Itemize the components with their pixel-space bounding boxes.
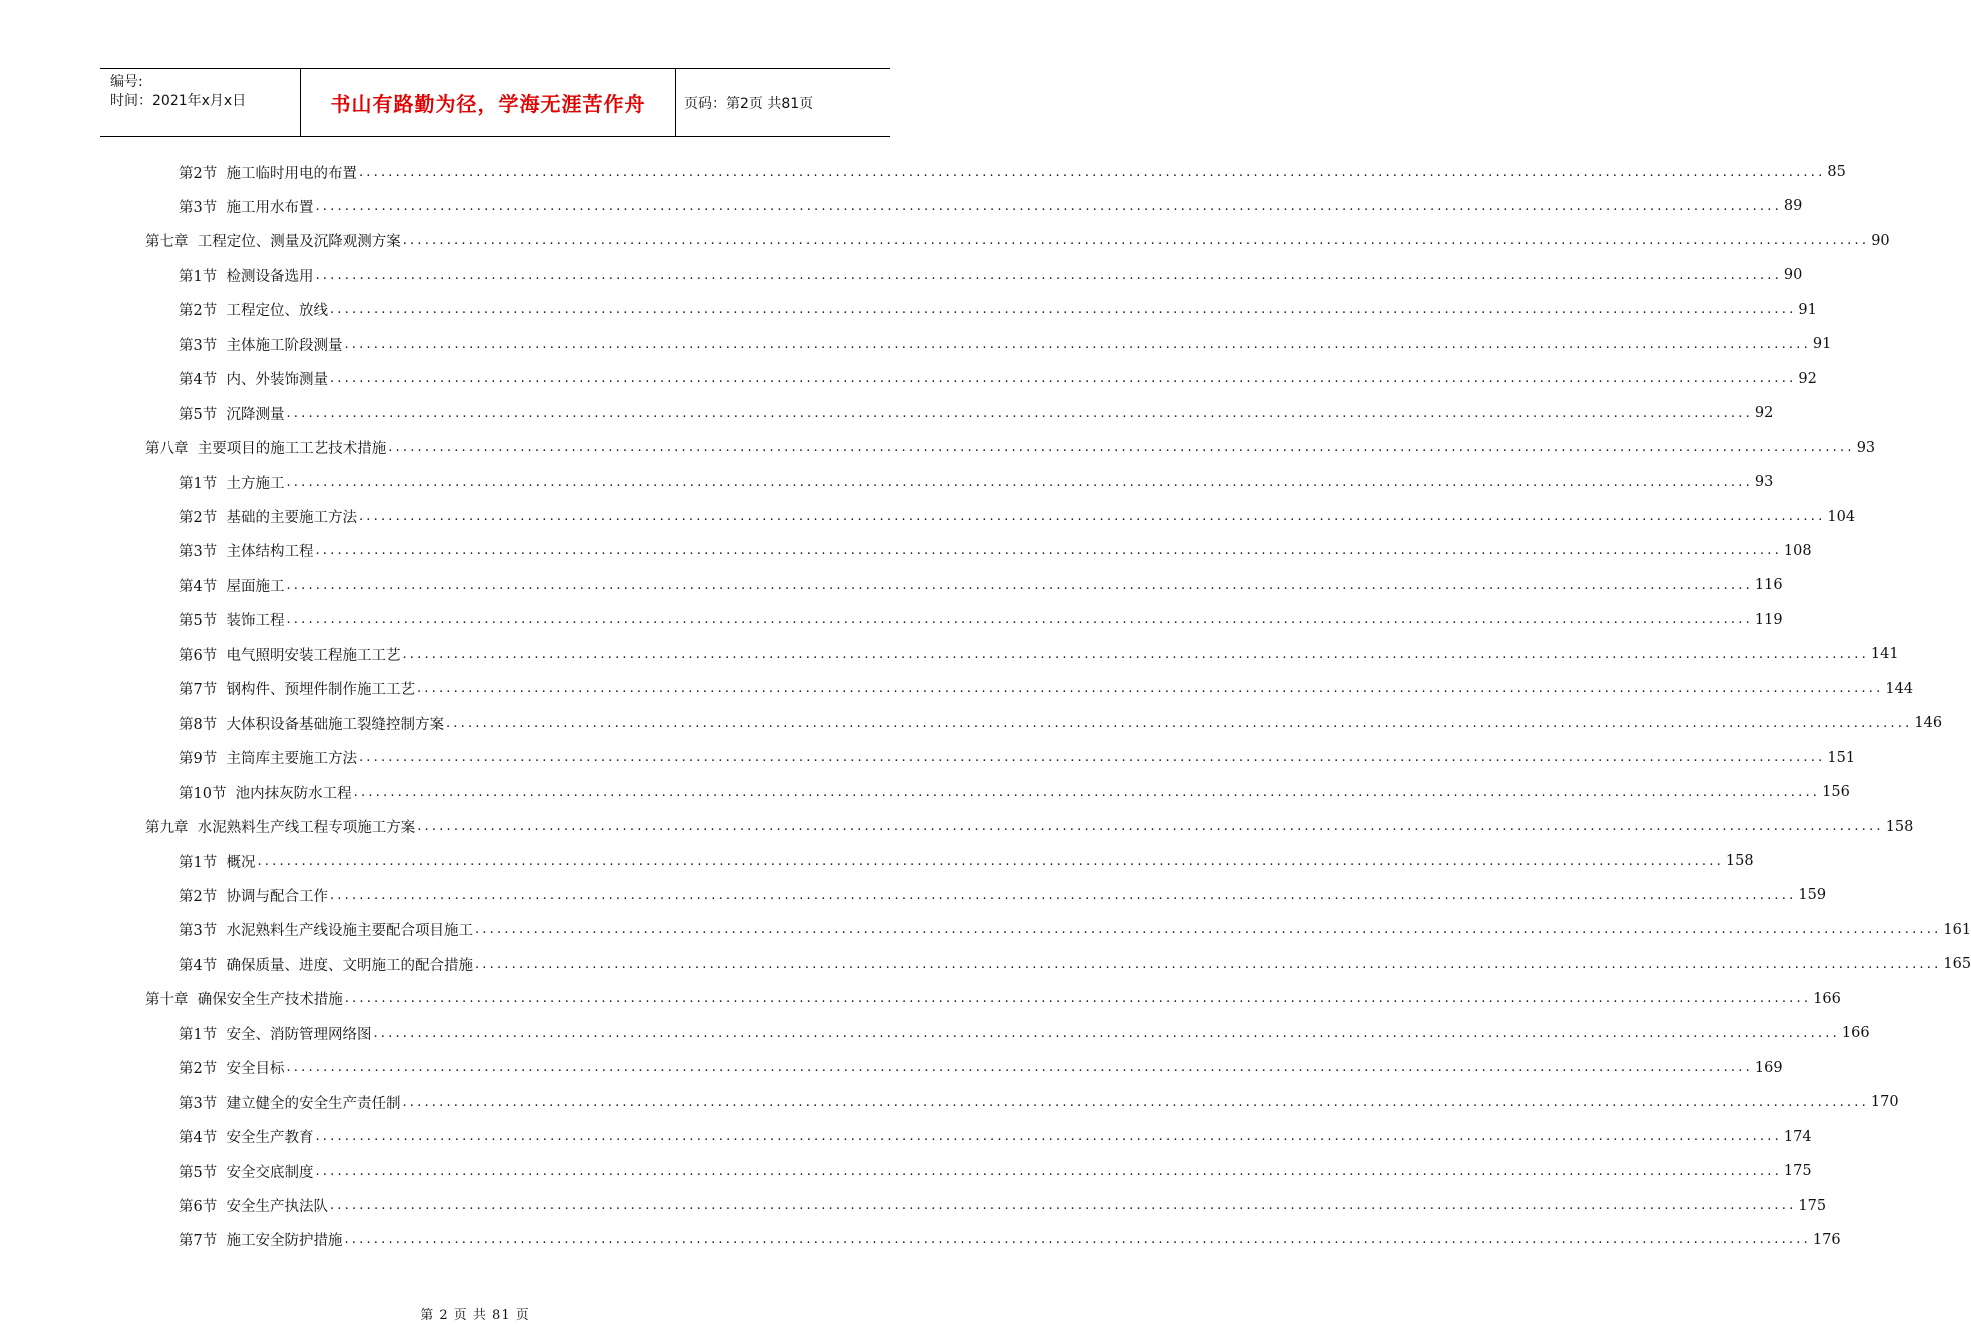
- toc-section-entry[interactable]: [179, 1016, 1870, 1050]
- toc-section-entry[interactable]: [179, 258, 1803, 292]
- header-motto: 书山有路勤为径，学海无涯苦作舟: [301, 69, 676, 136]
- toc-entry-page: 85: [1827, 164, 1846, 180]
- toc-leader-dots: ........................................................................................................................................................................................................: [353, 784, 1821, 800]
- header-page-number: 页码：第2页 共81页: [684, 95, 814, 112]
- toc-chapter-entry[interactable]: [145, 982, 1841, 1016]
- header-info: [100, 69, 301, 136]
- toc-entry-title: 第2节 工程定位、放线: [179, 303, 328, 320]
- toc-entry-page: 104: [1827, 508, 1856, 525]
- toc-entry-page: 93: [1754, 474, 1774, 491]
- toc-entry-title: 第1节 概况: [179, 854, 256, 871]
- toc-entry-page: 166: [1841, 1025, 1870, 1042]
- toc-leader-dots: ........................................................................................................................................................................................................: [344, 991, 1812, 1007]
- toc-section-entry[interactable]: [179, 465, 1774, 499]
- toc-section-entry[interactable]: [179, 1189, 1827, 1223]
- toc-chapter-entry[interactable]: [145, 431, 1876, 465]
- toc-section-entry[interactable]: [179, 913, 1971, 947]
- toc-section-entry[interactable]: [179, 362, 1817, 396]
- toc-entry-title: 第5节 沉降测量: [179, 406, 285, 423]
- toc-entry-page: 141: [1870, 646, 1899, 663]
- toc-entry-page: 108: [1783, 542, 1812, 559]
- toc-entry-title: 第1节 土方施工: [179, 475, 285, 492]
- toc-section-entry[interactable]: [179, 396, 1774, 430]
- toc-entry-page: 156: [1822, 784, 1850, 801]
- toc-section-entry[interactable]: [179, 844, 1754, 878]
- toc-section-entry[interactable]: [179, 1085, 1899, 1119]
- toc-entry-title: 第5节 安全交底制度: [179, 1164, 314, 1181]
- toc-leader-dots: ........................................................................................................................................................................................................: [344, 1232, 1811, 1248]
- toc-entry-page: 169: [1754, 1059, 1783, 1076]
- toc-entry-page: 158: [1725, 853, 1754, 869]
- toc-entry-title: 第3节 主体结构工程: [179, 544, 314, 561]
- toc-section-entry[interactable]: [179, 1120, 1812, 1154]
- toc-entry-title: 第4节 屋面施工: [179, 578, 285, 595]
- toc-entry-page: 175: [1798, 1197, 1827, 1214]
- toc-entry-title: 第八章 主要项目的施工工艺技术措施: [145, 441, 387, 458]
- toc-entry-page: 166: [1813, 990, 1841, 1007]
- toc-entry-title: 第1节 检测设备选用: [179, 268, 314, 285]
- document-time: 时间：2021年x月x日: [110, 93, 247, 109]
- toc-entry-title: 第七章 工程定位、测量及沉降观测方案: [145, 234, 401, 251]
- toc-entry-title: 第2节 基础的主要施工方法: [179, 510, 357, 526]
- toc-entry-page: 89: [1783, 198, 1803, 215]
- toc-section-entry[interactable]: [179, 189, 1803, 223]
- toc-entry-title: 第7节 钢构件、预埋件制作施工工艺: [179, 682, 415, 699]
- toc-chapter-entry[interactable]: [145, 810, 1914, 844]
- page-header: [100, 68, 890, 137]
- toc-leader-dots: ........................................................................................................................................................................................................: [315, 198, 1782, 214]
- toc-leader-dots: ........................................................................................................................................................................................................: [286, 577, 1753, 593]
- toc-section-entry[interactable]: [179, 775, 1850, 809]
- toc-leader-dots: ........................................................................................................................................................................................................: [286, 474, 1753, 490]
- toc-entry-page: 91: [1798, 301, 1817, 318]
- page-footer: 第 2 页 共 81 页: [420, 1308, 530, 1323]
- toc-entry-page: 158: [1885, 818, 1914, 835]
- toc-leader-dots: ........................................................................................................................................................................................................: [445, 715, 1913, 731]
- toc-leader-dots: ........................................................................................................................................................................................................: [286, 1060, 1753, 1076]
- toc-entry-title: 第3节 水泥熟料生产线设施主要配合项目施工: [179, 923, 473, 940]
- toc-chapter-entry[interactable]: [145, 224, 1890, 258]
- toc-entry-page: 151: [1827, 749, 1856, 766]
- toc-entry-page: 175: [1783, 1163, 1812, 1180]
- toc-section-entry[interactable]: [179, 155, 1846, 189]
- toc-entry-title: 第4节 安全生产教育: [179, 1130, 314, 1147]
- toc-entry-title: 第2节 施工临时用电的布置: [179, 165, 357, 182]
- toc-leader-dots: ........................................................................................................................................................................................................: [358, 164, 1826, 180]
- toc-section-entry[interactable]: [179, 603, 1783, 637]
- toc-entry-title: 第1节 安全、消防管理网络图: [179, 1026, 372, 1043]
- toc-leader-dots: ........................................................................................................................................................................................................: [358, 750, 1826, 766]
- toc-entry-page: 146: [1914, 715, 1943, 732]
- toc-leader-dots: ........................................................................................................................................................................................................: [416, 681, 1884, 697]
- toc-entry-title: 第4节 内、外装饰测量: [179, 372, 328, 389]
- toc-entry-title: 第8节 大体积设备基础施工裂缝控制方案: [179, 716, 444, 733]
- toc-leader-dots: ........................................................................................................................................................................................................: [315, 1163, 1782, 1179]
- toc-section-entry[interactable]: [179, 293, 1817, 327]
- toc-leader-dots: ........................................................................................................................................................................................................: [402, 646, 1869, 662]
- toc-section-entry[interactable]: [179, 500, 1856, 534]
- toc-entry-page: 170: [1870, 1094, 1899, 1111]
- toc-section-entry[interactable]: [179, 1154, 1812, 1188]
- toc-entry-title: 第3节 主体施工阶段测量: [179, 337, 343, 354]
- toc-entry-page: 90: [1783, 267, 1803, 284]
- toc-leader-dots: ........................................................................................................................................................................................................: [257, 853, 1724, 869]
- toc-entry-page: 92: [1754, 405, 1774, 422]
- toc-section-entry[interactable]: [179, 672, 1914, 706]
- toc-section-entry[interactable]: [179, 878, 1827, 912]
- toc-section-entry[interactable]: [179, 327, 1832, 361]
- toc-entry-page: 93: [1856, 439, 1876, 456]
- toc-leader-dots: ........................................................................................................................................................................................................: [329, 302, 1797, 318]
- toc-entry-page: 159: [1798, 887, 1827, 904]
- toc-section-entry[interactable]: [179, 534, 1812, 568]
- toc-entry-page: 176: [1812, 1231, 1841, 1248]
- toc-section-entry[interactable]: [179, 947, 1971, 981]
- toc-section-entry[interactable]: [179, 706, 1943, 740]
- toc-entry-page: 165: [1943, 956, 1971, 973]
- toc-section-entry[interactable]: [179, 1051, 1783, 1085]
- toc-leader-dots: ........................................................................................................................................................................................................: [286, 405, 1753, 421]
- toc-entry-title: 第6节 电气照明安装工程施工工艺: [179, 647, 401, 664]
- toc-leader-dots: ........................................................................................................................................................................................................: [315, 1129, 1782, 1145]
- toc-entry-title: 第7节 施工安全防护措施: [179, 1233, 343, 1250]
- toc-leader-dots: ........................................................................................................................................................................................................: [402, 233, 1870, 249]
- toc-entry-page: 144: [1885, 680, 1914, 697]
- toc-leader-dots: ........................................................................................................................................................................................................: [344, 336, 1811, 352]
- toc-entry-page: 90: [1871, 232, 1890, 249]
- toc-section-entry[interactable]: [179, 568, 1783, 602]
- toc-section-entry[interactable]: [179, 741, 1856, 775]
- toc-entry-title: 第九章 水泥熟料生产线工程专项施工方案: [145, 820, 416, 837]
- toc-entry-page: 116: [1754, 577, 1783, 594]
- toc-leader-dots: ........................................................................................................................................................................................................: [315, 267, 1782, 283]
- toc-entry-page: 161: [1943, 921, 1971, 938]
- toc-leader-dots: ........................................................................................................................................................................................................: [402, 1094, 1869, 1110]
- toc-entry-title: 第3节 建立健全的安全生产责任制: [179, 1095, 401, 1112]
- toc-leader-dots: ........................................................................................................................................................................................................: [329, 887, 1797, 903]
- toc-entry-page: 91: [1812, 336, 1832, 353]
- toc-leader-dots: ........................................................................................................................................................................................................: [315, 543, 1782, 559]
- toc-leader-dots: ........................................................................................................................................................................................................: [358, 509, 1826, 524]
- toc-entry-title: 第9节 主筒库主要施工方法: [179, 751, 357, 768]
- toc-entry-page: 174: [1783, 1128, 1812, 1145]
- document-number-label: 编号:: [110, 74, 143, 90]
- toc-leader-dots: ........................................................................................................................................................................................................: [373, 1025, 1840, 1041]
- toc-section-entry[interactable]: [179, 1223, 1841, 1257]
- toc-leader-dots: ........................................................................................................................................................................................................: [286, 612, 1753, 628]
- toc-leader-dots: ........................................................................................................................................................................................................: [329, 371, 1797, 387]
- toc-leader-dots: ........................................................................................................................................................................................................: [474, 956, 1942, 972]
- toc-leader-dots: ........................................................................................................................................................................................................: [388, 440, 1855, 456]
- toc-entry-title: 第5节 装饰工程: [179, 613, 285, 630]
- toc-entry-page: 92: [1798, 370, 1817, 387]
- toc-leader-dots: ........................................................................................................................................................................................................: [474, 922, 1942, 938]
- toc-entry-title: 第6节 安全生产执法队: [179, 1199, 328, 1215]
- toc-entry-title: 第4节 确保质量、进度、文明施工的配合措施: [179, 957, 473, 974]
- toc-entry-title: 第2节 安全目标: [179, 1061, 285, 1078]
- toc-entry-page: 119: [1754, 611, 1783, 628]
- toc-leader-dots: ........................................................................................................................................................................................................: [417, 819, 1884, 835]
- toc-entry-title: 第10节 池内抹灰防水工程: [179, 785, 352, 802]
- toc-entry-title: 第3节 施工用水布置: [179, 199, 314, 216]
- toc-entry-title: 第十章 确保安全生产技术措施: [145, 992, 343, 1009]
- toc-leader-dots: ........................................................................................................................................................................................................: [329, 1198, 1797, 1213]
- toc-entry-title: 第2节 协调与配合工作: [179, 888, 328, 905]
- toc-section-entry[interactable]: [179, 637, 1899, 671]
